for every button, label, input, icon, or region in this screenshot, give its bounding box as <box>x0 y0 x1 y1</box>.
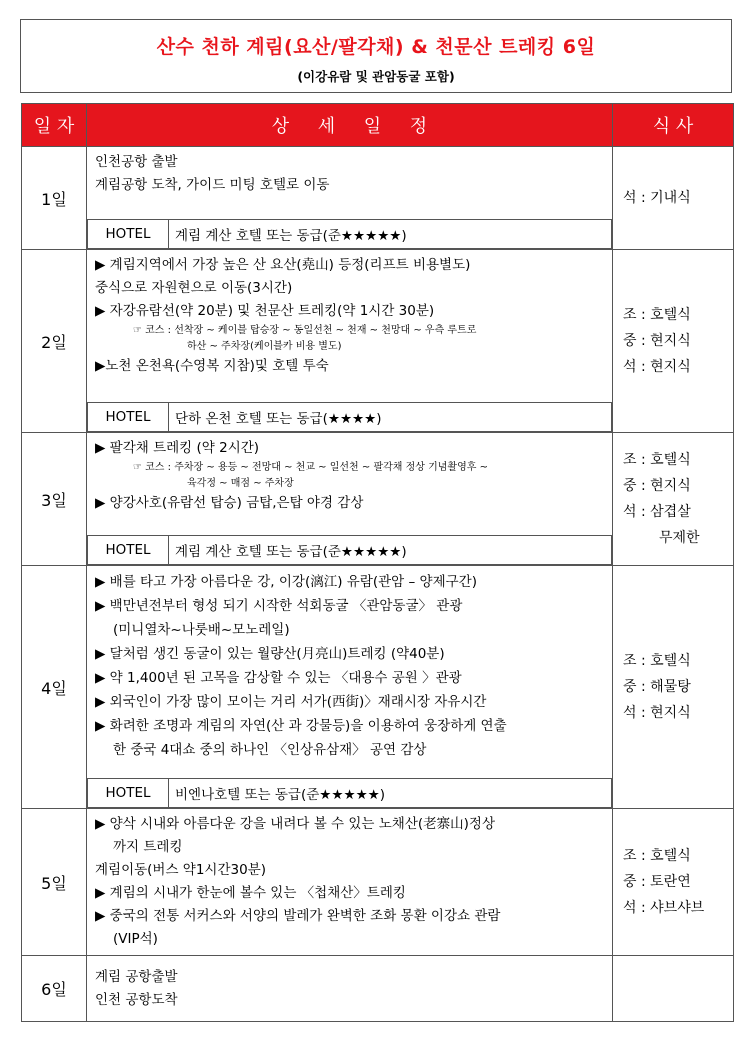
meal-line: 조 : 호텔식 <box>623 848 691 864</box>
header-day: 일 자 <box>22 104 87 147</box>
meal-line: 무제한 <box>659 530 700 546</box>
page-title: 산수 천하 계림(요산/팔각채) & 천문산 트레킹 6일 <box>156 36 596 58</box>
header-detail: 상 세 일 정 <box>87 104 613 147</box>
day-row-5 <box>22 809 734 956</box>
hotel-name: 비엔나호텔 또는 동급(준★★★★★) <box>169 779 612 808</box>
day-detail <box>87 250 613 433</box>
day-label: 6일 <box>22 956 87 1022</box>
schedule-line: ▶ 약 1,400년 된 고목을 감상할 수 있는 〈대용수 공원 〉관광 <box>95 670 462 686</box>
schedule-line: 중식으로 자원현으로 이동(3시간) <box>95 280 293 296</box>
header-meal: 식 사 <box>613 104 734 147</box>
meal-line: 조 : 호텔식 <box>623 653 691 669</box>
day-detail <box>87 956 613 1022</box>
table-header <box>22 104 734 147</box>
schedule-line: ▶ 팔각채 트레킹 (약 2시간) <box>95 440 260 456</box>
schedule-line: ▶노천 온천욕(수영복 지참)및 호텔 투숙 <box>95 358 329 374</box>
meal-line: 석 : 현지식 <box>623 705 691 721</box>
schedule-line: 계림공항 도착, 가이드 미팅 호텔로 이동 <box>95 177 330 193</box>
schedule-line: ▶ 배를 타고 가장 아름다운 강, 이강(漓江) 유람(관암 – 양제구간) <box>95 574 477 590</box>
meal-cell <box>613 433 734 566</box>
hotel-row <box>87 778 612 808</box>
meal-line: 중 : 토란연 <box>623 874 691 890</box>
day-row-1 <box>22 147 734 250</box>
schedule-line: ▶ 양강사호(유람선 탑승) 금탑,은탑 야경 감상 <box>95 495 364 511</box>
schedule-line: 까지 트레킹 <box>113 839 183 855</box>
meal-line: 중 : 현지식 <box>623 333 691 349</box>
schedule-line: ▶ 계림지역에서 가장 높은 산 요산(堯山) 등정(리프트 비용별도) <box>95 257 471 273</box>
day-label: 3일 <box>22 433 87 566</box>
meal-line: 석 : 삼겹살 <box>623 504 691 520</box>
schedule-line: ▶ 양삭 시내와 아름다운 강을 내려다 볼 수 있는 노채산(老寨山)정상 <box>95 816 495 832</box>
schedule-line: ▶ 외국인이 가장 많이 모이는 거리 서가(西街)〉재래시장 자유시간 <box>95 694 487 710</box>
course-note: ☞ 코스 : 주차장 ~ 용등 ~ 전망대 ~ 천교 ~ 일선천 ~ 팔각채 정상 기념촬영후 ~ <box>133 462 488 473</box>
day-label: 5일 <box>22 809 87 956</box>
schedule-line: 한 중국 4대쇼 중의 하나인 〈인상유삼재〉 공연 감상 <box>113 742 427 758</box>
meal-line: 석 : 현지식 <box>623 359 691 375</box>
day-row-2 <box>22 250 734 433</box>
day-label: 4일 <box>22 566 87 809</box>
meal-line: 석 : 샤브샤브 <box>623 900 705 916</box>
meal-cell <box>613 147 734 250</box>
meal-line: 조 : 호텔식 <box>623 452 691 468</box>
schedule-line: 인천공항 출발 <box>95 154 178 170</box>
day-row-4 <box>22 566 734 809</box>
hotel-row <box>87 219 612 249</box>
meal-cell <box>613 956 734 1022</box>
course-note: 하산 ~ 주차장(케이블카 비용 별도) <box>187 341 342 352</box>
schedule-line: ▶ 백만년전부터 형성 되기 시작한 석회동굴 〈관암동굴〉 관광 <box>95 598 463 614</box>
meal-line: 중 : 해물탕 <box>623 679 691 695</box>
hotel-label: HOTEL <box>88 220 169 249</box>
schedule-line: ▶ 달처럼 생긴 동굴이 있는 월량산(月亮山)트레킹 (약40분) <box>95 646 445 662</box>
day-row-3 <box>22 433 734 566</box>
schedule-line: ▶ 자강유람선(약 20분) 및 천문산 트레킹(약 1시간 30분) <box>95 303 435 319</box>
schedule-line: (미니열차~나룻배~모노레일) <box>113 622 290 638</box>
schedule-line: 계림이동(버스 약1시간30분) <box>95 862 267 878</box>
course-note: ☞ 코스 : 선착장 ~ 케이블 탑승장 ~ 동일선천 ~ 천재 ~ 천망대 ~ 우측 루트로 <box>133 325 477 336</box>
day-detail <box>87 433 613 566</box>
day-label: 2일 <box>22 250 87 433</box>
meal-line: 조 : 호텔식 <box>623 307 691 323</box>
meal-cell <box>613 250 734 433</box>
meal-cell <box>613 566 734 809</box>
hotel-label: HOTEL <box>88 536 169 565</box>
hotel-name: 계림 계산 호텔 또는 동급(준★★★★★) <box>169 220 612 249</box>
course-note: 육각정 ~ 매점 ~ 주차장 <box>187 478 294 489</box>
hotel-name: 계림 계산 호텔 또는 동급(준★★★★★) <box>169 536 612 565</box>
schedule-table <box>21 103 734 1022</box>
hotel-row <box>87 402 612 432</box>
day-row-6 <box>22 956 734 1022</box>
title-box <box>20 19 732 93</box>
hotel-name: 단하 온천 호텔 또는 동급(★★★★) <box>169 403 612 432</box>
day-detail <box>87 566 613 809</box>
hotel-row <box>87 535 612 565</box>
page-subtitle: (이강유람 및 관암동굴 포함) <box>297 69 455 84</box>
meal-line: 석 : 기내식 <box>623 190 691 206</box>
hotel-label: HOTEL <box>88 779 169 808</box>
meal-line: 중 : 현지식 <box>623 478 691 494</box>
schedule-line: ▶ 중국의 전통 서커스와 서양의 발레가 완벽한 조화 몽환 이강쇼 관람 <box>95 908 501 924</box>
meal-cell <box>613 809 734 956</box>
day-detail <box>87 147 613 250</box>
schedule-line: ▶ 화려한 조명과 계림의 자연(산 과 강물등)을 이용하여 웅장하게 연출 <box>95 718 507 734</box>
schedule-line: (VIP석) <box>113 931 158 947</box>
day-detail <box>87 809 613 956</box>
hotel-label: HOTEL <box>88 403 169 432</box>
schedule-line: 인천 공항도착 <box>95 991 178 1008</box>
schedule-line: ▶ 계림의 시내가 한눈에 볼수 있는 〈첩채산〉트레킹 <box>95 885 406 901</box>
day-label: 1일 <box>22 147 87 250</box>
schedule-line: 계림 공항출발 <box>95 968 178 985</box>
